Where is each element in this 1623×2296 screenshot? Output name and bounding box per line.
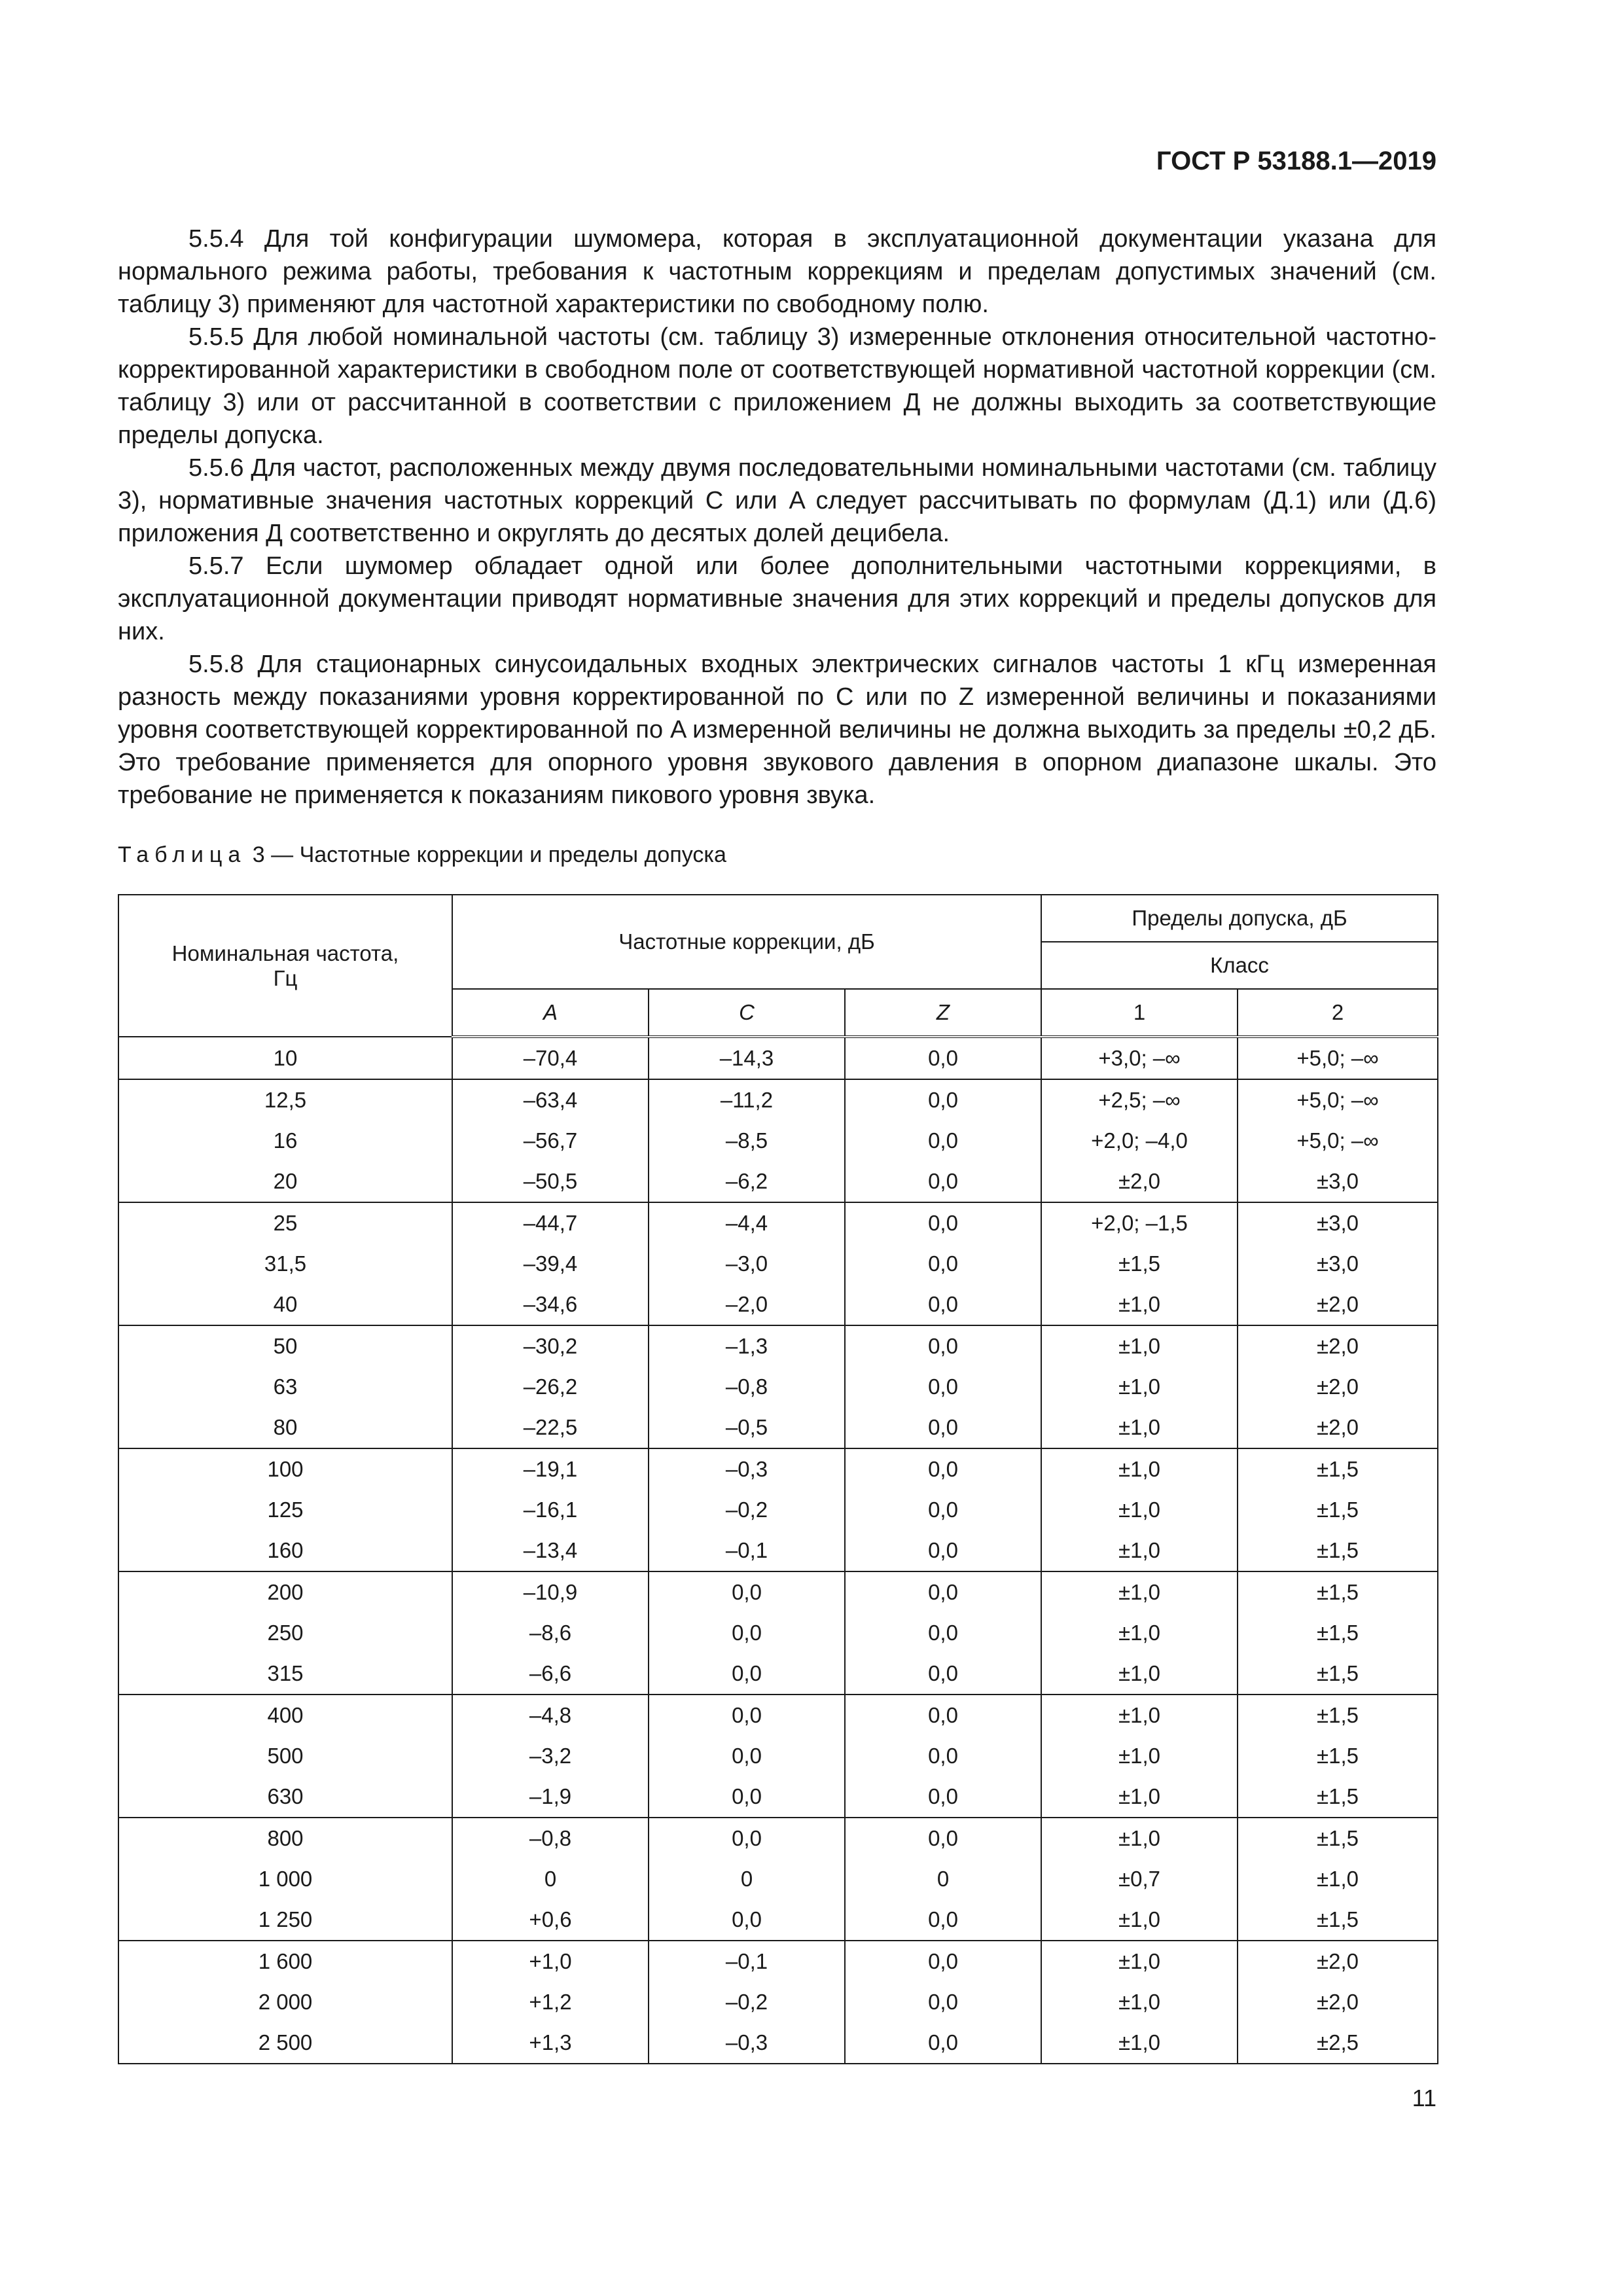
- cell-frequency: 10: [118, 1037, 452, 1079]
- cell-tolerance-class-1: +2,5; –∞: [1041, 1079, 1238, 1121]
- cell-tolerance-class-2: ±2,5: [1238, 2022, 1438, 2064]
- cell-frequency: 125: [118, 1490, 452, 1530]
- cell-weighting-c: 0,0: [649, 1571, 845, 1613]
- cell-weighting-c: –0,2: [649, 1490, 845, 1530]
- cell-weighting-a: –26,2: [452, 1367, 649, 1407]
- cell-weighting-z: 0: [845, 1859, 1041, 1899]
- cell-tolerance-class-2: ±1,5: [1238, 1613, 1438, 1653]
- cell-tolerance-class-1: ±1,0: [1041, 1982, 1238, 2022]
- cell-tolerance-class-1: ±1,0: [1041, 1530, 1238, 1571]
- cell-weighting-a: –0,8: [452, 1818, 649, 1859]
- cell-frequency: 800: [118, 1818, 452, 1859]
- cell-tolerance-class-1: +2,0; –4,0: [1041, 1121, 1238, 1161]
- cell-frequency: 400: [118, 1695, 452, 1736]
- cell-weighting-a: +1,2: [452, 1982, 649, 2022]
- cell-weighting-c: –1,3: [649, 1325, 845, 1367]
- cell-frequency: 160: [118, 1530, 452, 1571]
- cell-tolerance-class-1: ±1,0: [1041, 1736, 1238, 1776]
- cell-tolerance-class-2: ±2,0: [1238, 1325, 1438, 1367]
- cell-frequency: 500: [118, 1736, 452, 1776]
- table-row: [118, 1899, 1438, 1941]
- cell-weighting-c: –0,2: [649, 1982, 845, 2022]
- cell-tolerance-class-1: ±1,0: [1041, 1695, 1238, 1736]
- table-row: [118, 1613, 1438, 1653]
- cell-frequency: 2 500: [118, 2022, 452, 2064]
- cell-weighting-z: 0,0: [845, 1367, 1041, 1407]
- cell-tolerance-class-1: ±1,0: [1041, 1367, 1238, 1407]
- cell-tolerance-class-2: ±2,0: [1238, 1407, 1438, 1448]
- cell-weighting-z: 0,0: [845, 1818, 1041, 1859]
- cell-weighting-z: 0,0: [845, 1161, 1041, 1202]
- cell-tolerance-class-1: +2,0; –1,5: [1041, 1202, 1238, 1244]
- table-row: [118, 1818, 1438, 1859]
- cell-tolerance-class-2: ±3,0: [1238, 1244, 1438, 1284]
- cell-frequency: 2 000: [118, 1982, 452, 2022]
- cell-weighting-z: 0,0: [845, 1776, 1041, 1818]
- cell-tolerance-class-1: ±2,0: [1041, 1161, 1238, 1202]
- cell-frequency: 12,5: [118, 1079, 452, 1121]
- cell-tolerance-class-1: ±1,5: [1041, 1244, 1238, 1284]
- cell-weighting-a: –6,6: [452, 1653, 649, 1695]
- cell-weighting-a: –56,7: [452, 1121, 649, 1161]
- cell-weighting-z: 0,0: [845, 1448, 1041, 1490]
- cell-frequency: 630: [118, 1776, 452, 1818]
- cell-weighting-c: –6,2: [649, 1161, 845, 1202]
- cell-frequency: 1 000: [118, 1859, 452, 1899]
- paragraph-5-5-6: 5.5.6 Для частот, расположенных между двумя последовательными номинальными частотами (см. таблицу 3), нормативные значения частотных коррекций C или A следует рассчитывать по формулам (Д.1) или (Д.6) приложения Д соответственно и округлять до десятых долей децибела.: [118, 454, 1436, 547]
- cell-weighting-a: +1,0: [452, 1941, 649, 1982]
- cell-weighting-z: 0,0: [845, 1490, 1041, 1530]
- cell-weighting-a: –63,4: [452, 1079, 649, 1121]
- cell-frequency: 1 250: [118, 1899, 452, 1941]
- cell-frequency: 315: [118, 1653, 452, 1695]
- cell-weighting-z: 0,0: [845, 1899, 1041, 1941]
- table-row: [118, 1530, 1438, 1571]
- cell-weighting-c: –11,2: [649, 1079, 845, 1121]
- header-tolerance-limits: Пределы допуска, дБ: [1041, 895, 1438, 942]
- cell-weighting-a: +0,6: [452, 1899, 649, 1941]
- cell-weighting-z: 0,0: [845, 1982, 1041, 2022]
- cell-tolerance-class-2: ±1,5: [1238, 1571, 1438, 1613]
- cell-frequency: 63: [118, 1367, 452, 1407]
- cell-weighting-z: 0,0: [845, 1407, 1041, 1448]
- cell-weighting-a: –8,6: [452, 1613, 649, 1653]
- cell-frequency: 16: [118, 1121, 452, 1161]
- table-row: [118, 1736, 1438, 1776]
- cell-tolerance-class-1: +3,0; –∞: [1041, 1037, 1238, 1079]
- cell-weighting-a: –19,1: [452, 1448, 649, 1490]
- cell-tolerance-class-1: ±1,0: [1041, 1284, 1238, 1325]
- cell-weighting-z: 0,0: [845, 1244, 1041, 1284]
- cell-tolerance-class-2: ±1,5: [1238, 1695, 1438, 1736]
- cell-weighting-c: –2,0: [649, 1284, 845, 1325]
- cell-weighting-c: –0,3: [649, 2022, 845, 2064]
- header-frequency-weightings: Частотные коррекции, дБ: [452, 895, 1041, 989]
- cell-weighting-z: 0,0: [845, 1079, 1041, 1121]
- table-caption: [118, 842, 1436, 869]
- cell-frequency: 250: [118, 1613, 452, 1653]
- cell-weighting-a: –4,8: [452, 1695, 649, 1736]
- cell-weighting-c: –8,5: [649, 1121, 845, 1161]
- cell-tolerance-class-1: ±1,0: [1041, 1776, 1238, 1818]
- header-weighting-z: Z: [845, 989, 1041, 1037]
- cell-weighting-z: 0,0: [845, 1202, 1041, 1244]
- cell-weighting-c: 0,0: [649, 1653, 845, 1695]
- cell-weighting-a: –39,4: [452, 1244, 649, 1284]
- cell-tolerance-class-2: ±1,5: [1238, 1448, 1438, 1490]
- header-class-2: 2: [1238, 989, 1438, 1037]
- table-row: [118, 1982, 1438, 2022]
- table-row: [118, 1859, 1438, 1899]
- table-caption-text: 3 — Частотные коррекции и пределы допуска: [252, 842, 726, 867]
- cell-weighting-a: –30,2: [452, 1325, 649, 1367]
- cell-tolerance-class-2: ±1,5: [1238, 1653, 1438, 1695]
- table-row: [118, 1776, 1438, 1818]
- cell-weighting-a: –34,6: [452, 1284, 649, 1325]
- paragraph-5-5-8: 5.5.8 Для стационарных синусоидальных входных электрических сигналов частоты 1 кГц измеренная разность между показаниями уровня корректированной по C или по Z измеренной величины и показаниями уровня соответствующей корректированной по A измеренной величины не должна выходить за пределы ±0,2 дБ. Это требование применяется для опорного уровня звукового давления в опорном диапазоне шкалы. Это требование не применяется к показаниям пикового уровня звука.: [118, 651, 1436, 809]
- cell-tolerance-class-2: ±1,5: [1238, 1736, 1438, 1776]
- table-row: [118, 1037, 1438, 1079]
- cell-weighting-z: 0,0: [845, 1695, 1041, 1736]
- table-body: [118, 1037, 1438, 2064]
- cell-tolerance-class-2: ±1,5: [1238, 1530, 1438, 1571]
- cell-tolerance-class-2: ±3,0: [1238, 1202, 1438, 1244]
- paragraph-5-5-4: 5.5.4 Для той конфигурации шумомера, которая в эксплуатационной документации указана для нормального режима работы, требования к частотным коррекциям и пределам допустимых значений (см. таблицу 3) применяют для частотной характеристики по свободному полю.: [118, 225, 1436, 318]
- cell-tolerance-class-1: ±1,0: [1041, 1941, 1238, 1982]
- table-row: [118, 1367, 1438, 1407]
- cell-weighting-a: –22,5: [452, 1407, 649, 1448]
- cell-tolerance-class-2: ±1,5: [1238, 1818, 1438, 1859]
- cell-weighting-a: –10,9: [452, 1571, 649, 1613]
- cell-frequency: 1 600: [118, 1941, 452, 1982]
- table-row: [118, 1161, 1438, 1202]
- cell-weighting-z: 0,0: [845, 1121, 1041, 1161]
- cell-frequency: 50: [118, 1325, 452, 1367]
- cell-weighting-z: 0,0: [845, 1613, 1041, 1653]
- cell-weighting-c: 0,0: [649, 1776, 845, 1818]
- cell-tolerance-class-1: ±1,0: [1041, 1448, 1238, 1490]
- cell-weighting-a: +1,3: [452, 2022, 649, 2064]
- cell-weighting-z: 0,0: [845, 1325, 1041, 1367]
- body-text: [118, 223, 1436, 812]
- cell-tolerance-class-1: ±1,0: [1041, 1818, 1238, 1859]
- cell-frequency: 100: [118, 1448, 452, 1490]
- cell-tolerance-class-2: +5,0; –∞: [1238, 1079, 1438, 1121]
- cell-frequency: 80: [118, 1407, 452, 1448]
- cell-weighting-a: –3,2: [452, 1736, 649, 1776]
- cell-tolerance-class-1: ±1,0: [1041, 1571, 1238, 1613]
- cell-weighting-c: –0,1: [649, 1941, 845, 1982]
- cell-weighting-c: –0,1: [649, 1530, 845, 1571]
- table-row: [118, 1202, 1438, 1244]
- paragraph-5-5-5: 5.5.5 Для любой номинальной частоты (см. таблицу 3) измеренные отклонения относительной частотно-корректированной характеристики в свободном поле от соответствующей нормативной частотной коррекции (см. таблицу 3) или от рассчитанной в соответствии с приложением Д не должны выходить за соответствующие пределы допуска.: [118, 323, 1436, 449]
- table-row: [118, 1571, 1438, 1613]
- header-weighting-a: A: [452, 989, 649, 1037]
- table-row: [118, 1941, 1438, 1982]
- cell-weighting-z: 0,0: [845, 2022, 1041, 2064]
- cell-weighting-c: 0,0: [649, 1899, 845, 1941]
- document-id: ГОСТ Р 53188.1—2019: [1156, 147, 1436, 175]
- cell-weighting-c: –0,8: [649, 1367, 845, 1407]
- cell-tolerance-class-2: ±1,5: [1238, 1490, 1438, 1530]
- cell-tolerance-class-2: ±1,0: [1238, 1859, 1438, 1899]
- cell-tolerance-class-1: ±1,0: [1041, 1490, 1238, 1530]
- cell-tolerance-class-2: ±3,0: [1238, 1161, 1438, 1202]
- cell-frequency: 31,5: [118, 1244, 452, 1284]
- page-number: 11: [1412, 2085, 1436, 2111]
- table-row: [118, 1079, 1438, 1121]
- table-row: [118, 1284, 1438, 1325]
- cell-weighting-a: –13,4: [452, 1530, 649, 1571]
- cell-weighting-a: –1,9: [452, 1776, 649, 1818]
- table-row: [118, 1325, 1438, 1367]
- cell-weighting-c: –0,5: [649, 1407, 845, 1448]
- cell-tolerance-class-1: ±0,7: [1041, 1859, 1238, 1899]
- table-row: [118, 1448, 1438, 1490]
- frequency-weightings-table: [118, 894, 1438, 2064]
- header-class: Класс: [1041, 942, 1438, 989]
- cell-tolerance-class-1: ±1,0: [1041, 1325, 1238, 1367]
- cell-weighting-c: 0,0: [649, 1613, 845, 1653]
- table-row: [118, 1244, 1438, 1284]
- cell-weighting-a: –44,7: [452, 1202, 649, 1244]
- table-row: [118, 1407, 1438, 1448]
- cell-weighting-z: 0,0: [845, 1941, 1041, 1982]
- cell-weighting-z: 0,0: [845, 1284, 1041, 1325]
- cell-weighting-c: 0,0: [649, 1695, 845, 1736]
- paragraph-5-5-7: 5.5.7 Если шумомер обладает одной или более дополнительными частотными коррекциями, в эксплуатационной документации приводят нормативные значения для этих коррекций и пределы допусков для них.: [118, 552, 1436, 645]
- cell-weighting-c: –0,3: [649, 1448, 845, 1490]
- cell-weighting-z: 0,0: [845, 1736, 1041, 1776]
- table-row: [118, 1695, 1438, 1736]
- cell-tolerance-class-2: ±2,0: [1238, 1982, 1438, 2022]
- cell-weighting-c: 0,0: [649, 1736, 845, 1776]
- cell-weighting-z: 0,0: [845, 1530, 1041, 1571]
- cell-weighting-a: –16,1: [452, 1490, 649, 1530]
- cell-tolerance-class-1: ±1,0: [1041, 1899, 1238, 1941]
- cell-weighting-z: 0,0: [845, 1653, 1041, 1695]
- cell-tolerance-class-1: ±1,0: [1041, 1407, 1238, 1448]
- cell-weighting-c: –4,4: [649, 1202, 845, 1244]
- cell-weighting-c: –14,3: [649, 1037, 845, 1079]
- cell-weighting-a: 0: [452, 1859, 649, 1899]
- cell-frequency: 40: [118, 1284, 452, 1325]
- cell-tolerance-class-1: ±1,0: [1041, 2022, 1238, 2064]
- cell-weighting-c: –3,0: [649, 1244, 845, 1284]
- header-class-1: 1: [1041, 989, 1238, 1037]
- table-row: [118, 1490, 1438, 1530]
- cell-tolerance-class-2: ±2,0: [1238, 1367, 1438, 1407]
- cell-weighting-z: 0,0: [845, 1571, 1041, 1613]
- table-row: [118, 1121, 1438, 1161]
- cell-tolerance-class-1: ±1,0: [1041, 1653, 1238, 1695]
- cell-frequency: 20: [118, 1161, 452, 1202]
- cell-tolerance-class-2: ±2,0: [1238, 1941, 1438, 1982]
- table-caption-word: Таблица: [118, 842, 247, 867]
- cell-weighting-z: 0,0: [845, 1037, 1041, 1079]
- cell-weighting-c: 0,0: [649, 1818, 845, 1859]
- cell-tolerance-class-2: +5,0; –∞: [1238, 1121, 1438, 1161]
- cell-tolerance-class-2: ±2,0: [1238, 1284, 1438, 1325]
- cell-tolerance-class-2: ±1,5: [1238, 1776, 1438, 1818]
- header-weighting-c: C: [649, 989, 845, 1037]
- cell-tolerance-class-1: ±1,0: [1041, 1613, 1238, 1653]
- table-row: [118, 1653, 1438, 1695]
- cell-frequency: 25: [118, 1202, 452, 1244]
- cell-tolerance-class-2: ±1,5: [1238, 1899, 1438, 1941]
- cell-weighting-c: 0: [649, 1859, 845, 1899]
- cell-weighting-a: –70,4: [452, 1037, 649, 1079]
- table-row: [118, 2022, 1438, 2064]
- cell-frequency: 200: [118, 1571, 452, 1613]
- cell-weighting-a: –50,5: [452, 1161, 649, 1202]
- cell-tolerance-class-2: +5,0; –∞: [1238, 1037, 1438, 1079]
- header-nominal-frequency: Номинальная частота, Гц: [118, 895, 452, 1037]
